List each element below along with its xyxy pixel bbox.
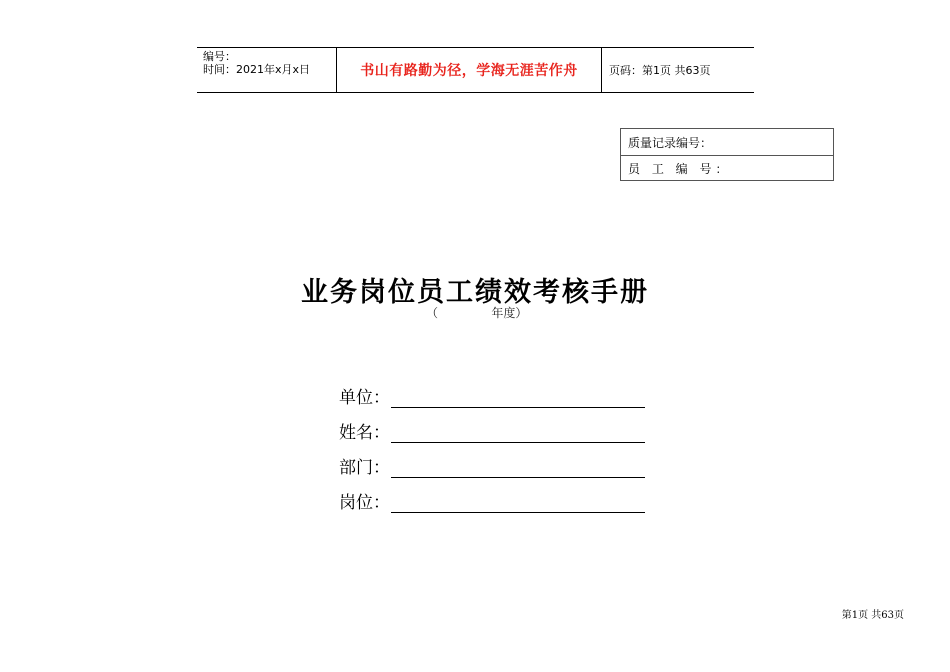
field-unit-label: 单位： xyxy=(339,388,390,408)
field-unit xyxy=(339,383,645,408)
field-name xyxy=(339,418,645,443)
field-department-line[interactable] xyxy=(391,459,645,478)
field-position-line[interactable] xyxy=(391,494,645,513)
header-meta-cell xyxy=(197,48,337,92)
field-name-label: 姓名： xyxy=(339,423,390,443)
field-position-label: 岗位： xyxy=(339,493,390,513)
document-header xyxy=(197,47,754,93)
code-label: 编号： xyxy=(203,50,236,63)
time-label: 时间：2021年x月x日 xyxy=(203,63,311,76)
header-page-info: 页码：第1页 共63页 xyxy=(609,64,711,77)
field-name-line[interactable] xyxy=(391,424,645,443)
quality-record-row: 质量记录编号： xyxy=(628,135,713,150)
field-department xyxy=(339,453,645,478)
header-motto: 书山有路勤为径，学海无涯苦作舟 xyxy=(337,48,602,92)
record-number-box xyxy=(620,128,834,181)
page-title: 业务岗位员工绩效考核手册 xyxy=(301,277,649,308)
year-subtitle: （ 年度） xyxy=(426,306,528,320)
field-position xyxy=(339,488,645,513)
employee-number-row: 员 工 编 号： xyxy=(621,155,833,181)
field-unit-line[interactable] xyxy=(391,389,645,408)
page-footer: 第1页 共63页 xyxy=(841,610,904,621)
field-department-label: 部门： xyxy=(339,458,390,478)
